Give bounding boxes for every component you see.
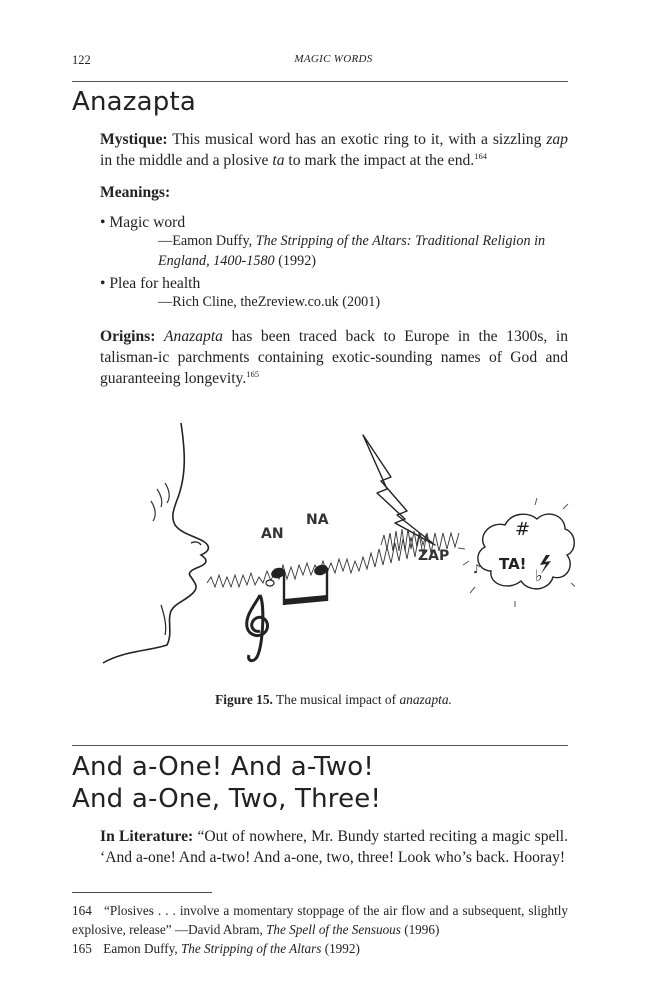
- in-literature-label: In Literature:: [100, 828, 194, 845]
- mystique-text-3: to mark the impact at the end.: [288, 152, 475, 169]
- mystique-text-1: This musical word has an exotic ring to it, with a sizzling: [172, 131, 542, 148]
- face-profile-hair: [151, 483, 169, 521]
- figure-label-an: AN: [261, 526, 284, 542]
- meanings-label: Meanings:: [100, 184, 171, 201]
- figure-caption: [0, 692, 667, 708]
- footnote-ref-165: 165: [246, 368, 259, 379]
- mystique-ta: ta: [272, 152, 285, 169]
- footnote-164: [72, 901, 568, 939]
- section-title-line-1: And a-One! And a-Two!: [72, 752, 375, 782]
- page-number: 122: [72, 53, 91, 67]
- mystique-zap: zap: [546, 131, 568, 148]
- figure-caption-term: anazapta.: [399, 692, 452, 707]
- footnote-title: The Stripping of the Altars: [180, 941, 322, 956]
- footnote-title: The Spell of the Sensuous: [266, 922, 401, 937]
- header-rule: [72, 81, 568, 82]
- footnote-text: Eamon Duffy,: [103, 941, 178, 956]
- footnote-suffix: (1996): [404, 922, 440, 937]
- section-rule: [72, 745, 568, 746]
- origins-term: Anazapta: [164, 328, 223, 345]
- meaning-citation-cline: —Rich Cline, theZreview.co.uk (2001): [158, 294, 381, 310]
- treble-clef-icon: [247, 595, 268, 661]
- footnote-number: 164: [72, 903, 92, 918]
- sharp-symbol: #: [515, 519, 531, 540]
- figure-label-na: NA: [306, 512, 329, 528]
- mystique-paragraph: [100, 129, 568, 171]
- origins-text: has been traced back to Europe in the 1300s, in talisman-ic parchments containing exotic-sounding names of God and guaranteeing longevity.: [100, 328, 568, 387]
- footnote-text: “Plosives . . . involve a momentary stoppage of the air flow and a subsequent, slightly explosive, release” —David Abram,: [72, 903, 568, 937]
- meaning-citation-duffy: [158, 231, 568, 271]
- flat-symbol: ♭: [535, 566, 543, 585]
- footnote-suffix: (1992): [324, 941, 360, 956]
- running-title: MAGIC WORDS: [294, 53, 373, 65]
- footnote-number: 165: [72, 941, 92, 956]
- section-title-anazapta: Anazapta: [72, 87, 197, 117]
- citation-suffix: (1992): [278, 253, 317, 269]
- meaning-item-plea-for-health: • Plea for health: [100, 275, 201, 292]
- figure-caption-label: Figure 15.: [215, 692, 273, 707]
- section-title-line-2: And a-One, Two, Three!: [72, 784, 382, 814]
- in-literature-text: “Out of nowhere, Mr. Bundy started reciting a magic spell. ‘And a-one! And a-two! And a-one, two, three! Look who’s back. Hooray!: [100, 828, 568, 866]
- figure-illustration: [95, 405, 575, 675]
- mystique-text-2: in the middle and a plosive: [100, 152, 269, 169]
- figure-label-ta: TA!: [499, 555, 527, 573]
- meaning-item-magic-word: • Magic word: [100, 214, 186, 231]
- citation-title: The Stripping of the Altars: Traditional Religion in England, 1400-1580: [158, 233, 546, 269]
- origins-label: Origins:: [100, 328, 156, 345]
- citation-prefix: —Eamon Duffy,: [158, 233, 253, 249]
- footnote-165: [72, 939, 568, 958]
- footnote-ref-164: 164: [474, 150, 487, 161]
- face-profile-eye: [191, 542, 201, 545]
- origins-paragraph: [100, 326, 568, 389]
- figure-label-zap: ZAP: [418, 548, 450, 564]
- footnote-rule: [72, 892, 212, 893]
- sharp-symbol-2: ♪: [473, 562, 481, 576]
- mystique-label: Mystique:: [100, 131, 168, 148]
- face-profile-chin: [161, 605, 166, 635]
- figure-caption-text: The musical impact of: [275, 692, 397, 707]
- in-literature-paragraph: [100, 826, 568, 868]
- lightning-bolt-icon: [363, 435, 435, 545]
